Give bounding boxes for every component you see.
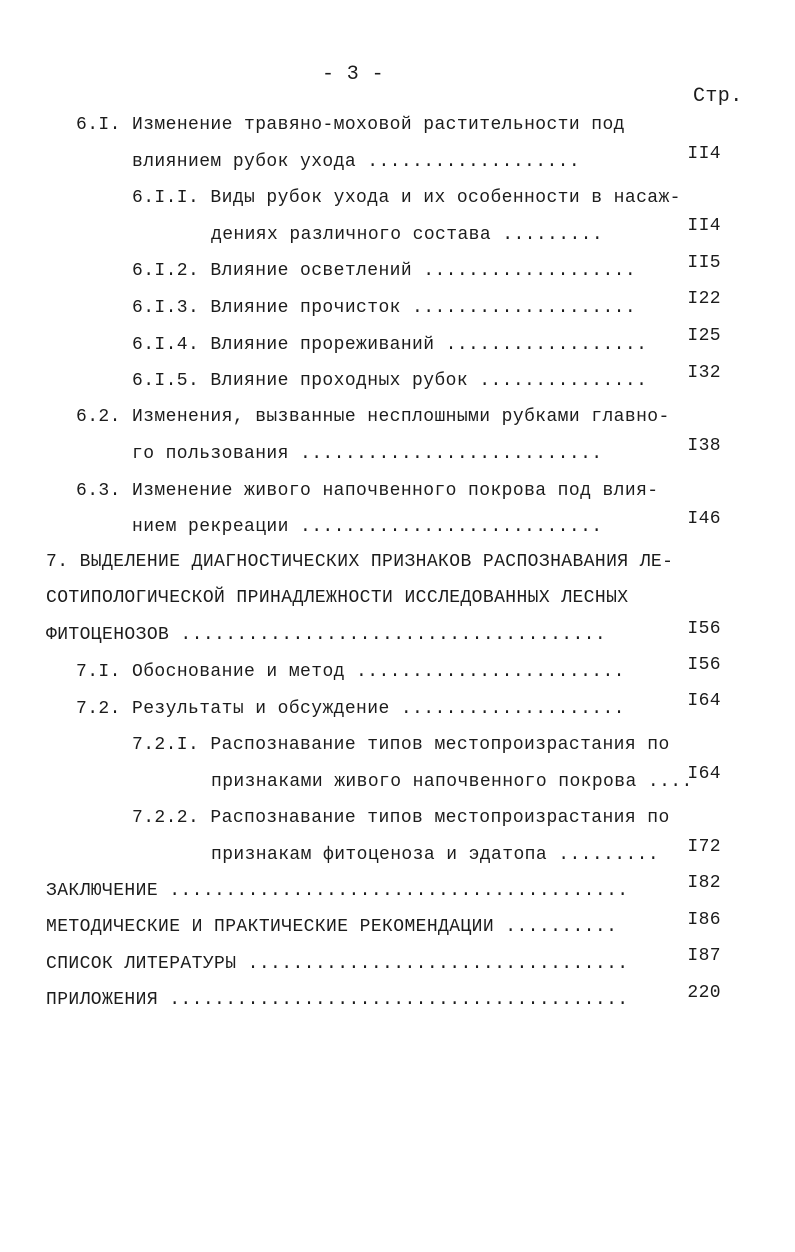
toc-entry-title: 6.I.2. Влияние осветлений ...................	[132, 261, 637, 281]
toc-entry-page: 220	[687, 983, 721, 1003]
page-column-header: Стр.	[693, 85, 743, 108]
toc-entry-title: 7.2.I. Распознавание типов местопроизрастания по	[132, 735, 670, 755]
toc-entry-page: I56	[687, 619, 721, 639]
toc-entry-page: I72	[687, 837, 721, 857]
toc-entry-title: 7.2.2. Распознавание типов местопроизрастания по	[132, 808, 670, 828]
toc-entry-page: I46	[687, 509, 721, 529]
toc-entry-page: I64	[687, 764, 721, 784]
toc-entry-title-cont: нием рекреации ...........................	[132, 517, 603, 537]
toc-entry-title: МЕТОДИЧЕСКИЕ И ПРАКТИЧЕСКИЕ РЕКОМЕНДАЦИИ ..........	[46, 917, 618, 937]
toc-entry-page: II4	[687, 216, 721, 236]
toc-entry-title-cont: го пользования ...........................	[132, 444, 603, 464]
toc-entry-title-cont: влиянием рубок ухода ...................	[132, 152, 581, 172]
toc-entry-title-cont: дениях различного состава .........	[211, 225, 604, 245]
toc-entry-title-cont: ФИТОЦЕНОЗОВ ......................................	[46, 625, 607, 645]
toc-entry-title-cont: признакам фитоценоза и эдатопа .........	[211, 845, 660, 865]
toc-entry-page: I38	[687, 436, 721, 456]
toc-entry-page: I56	[687, 655, 721, 675]
toc-entry-title: 7.2. Результаты и обсуждение ....................	[76, 699, 625, 719]
toc-entry-title: 6.I. Изменение травяно-моховой растительности под	[76, 115, 625, 135]
toc-entry-title: 6.I.4. Влияние прореживаний ..................	[132, 335, 648, 355]
toc-entry-page: II5	[687, 253, 721, 273]
toc-entry-title: ПРИЛОЖЕНИЯ .........................................	[46, 990, 629, 1010]
toc-entry-title: 7. ВЫДЕЛЕНИЕ ДИАГНОСТИЧЕСКИХ ПРИЗНАКОВ РАСПОЗНАВАНИЯ ЛЕ-	[46, 552, 674, 572]
toc-entry-title: 6.I.3. Влияние прочисток ....................	[132, 298, 637, 318]
toc-entry-title: 6.3. Изменение живого напочвенного покрова под влия-	[76, 481, 659, 501]
page-number: - 3 -	[322, 63, 385, 86]
toc-entry-page: I86	[687, 910, 721, 930]
toc-entry-title: 6.2. Изменения, вызванные несплошными рубками главно-	[76, 407, 670, 427]
toc-entry-title: 7.I. Обоснование и метод ........................	[76, 662, 625, 682]
toc-entry-page: I32	[687, 363, 721, 383]
toc-entry-page: I22	[687, 289, 721, 309]
toc-entry-page: I25	[687, 326, 721, 346]
toc-entry-page: I87	[687, 946, 721, 966]
toc-entry-title: СПИСОК ЛИТЕРАТУРЫ ..................................	[46, 954, 629, 974]
toc-entry-title-cont: СОТИПОЛОГИЧЕСКОЙ ПРИНАДЛЕЖНОСТИ ИССЛЕДОВАННЫХ ЛЕСНЫХ	[46, 588, 629, 608]
toc-entry-title: 6.I.5. Влияние проходных рубок ...............	[132, 371, 648, 391]
toc-entry-page: I82	[687, 873, 721, 893]
toc-entry-title-cont: признаками живого напочвенного покрова ....	[211, 772, 693, 792]
toc-entry-page: I64	[687, 691, 721, 711]
toc-entry-page: II4	[687, 144, 721, 164]
toc-entry-title: 6.I.I. Виды рубок ухода и их особенности в насаж-	[132, 188, 681, 208]
toc-entry-title: ЗАКЛЮЧЕНИЕ .........................................	[46, 881, 629, 901]
